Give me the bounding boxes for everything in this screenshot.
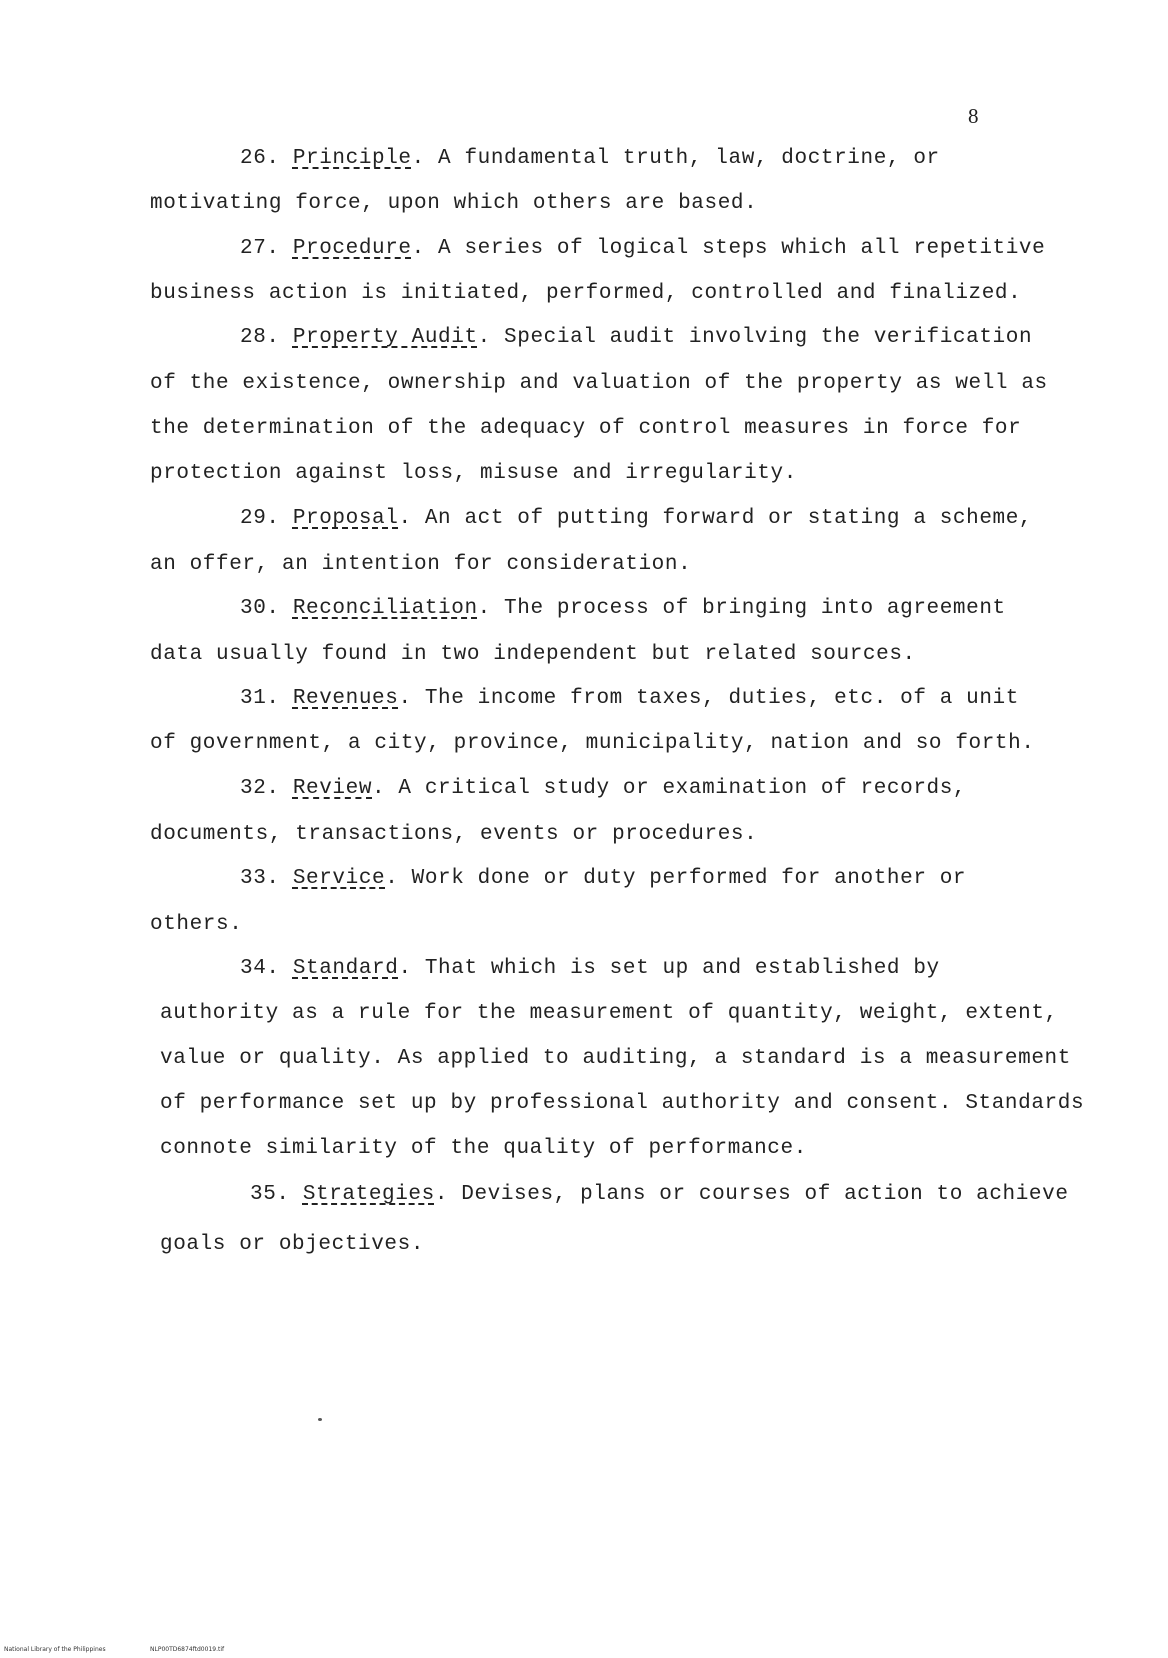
term-review: Review — [292, 777, 373, 800]
entry-32-line-2: documents, transactions, events or procedures. — [150, 823, 758, 846]
entry-26-line-2: motivating force, upon which others are based. — [150, 192, 758, 215]
term-reconciliation: Reconciliation — [292, 597, 478, 620]
entry-34-line-5: connote similarity of the quality of performance. — [160, 1137, 807, 1160]
footer-library: National Library of the Philippines — [4, 1646, 106, 1653]
entry-35-line-2: goals or objectives. — [160, 1233, 425, 1256]
entry-29-line-2: an offer, an intention for consideration. — [150, 553, 692, 576]
term-proposal: Proposal — [292, 507, 399, 530]
entry-30-first-line: 30. Reconciliation. The process of bringing into agreement — [240, 597, 1006, 620]
footer-filename: NLP00TD6874ftd0019.tif — [150, 1646, 225, 1653]
entry-33-line-2: others. — [150, 913, 243, 936]
entry-34-line-4: of performance set up by professional authority and consent. Standards — [160, 1092, 1085, 1115]
entry-28-line-2: of the existence, ownership and valuation of the property as well as — [150, 372, 1048, 395]
entry-33-first-line: 33. Service. Work done or duty performed for another or — [240, 867, 967, 890]
entry-31-line-2: of government, a city, province, municipality, nation and so forth. — [150, 732, 1035, 755]
term-standard: Standard — [292, 957, 399, 980]
term-procedure: Procedure — [292, 237, 412, 260]
entry-26-first-line: 26. Principle. A fundamental truth, law, doctrine, or — [240, 147, 940, 170]
entry-27-first-line: 27. Procedure. A series of logical steps which all repetitive — [240, 237, 1046, 260]
term-revenues: Revenues — [292, 687, 399, 710]
entry-35-first-line: 35. Strategies. Devises, plans or courses of action to achieve — [250, 1183, 1069, 1206]
entry-34-line-2: authority as a rule for the measurement of quantity, weight, extent, — [160, 1002, 1058, 1025]
term-strategies: Strategies — [302, 1183, 435, 1206]
entry-27-line-2: business action is initiated, performed, controlled and finalized. — [150, 282, 1022, 305]
entry-28-line-4: protection against loss, misuse and irregularity. — [150, 462, 797, 485]
entry-29-first-line: 29. Proposal. An act of putting forward or stating a scheme, — [240, 507, 1033, 530]
entry-32-first-line: 32. Review. A critical study or examination of records, — [240, 777, 967, 800]
term-property-audit: Property Audit — [292, 326, 478, 349]
term-principle: Principle — [292, 147, 412, 170]
entry-30-line-2: data usually found in two independent but related sources. — [150, 643, 916, 666]
scan-speck — [318, 1418, 322, 1421]
entry-34-first-line: 34. Standard. That which is set up and established by — [240, 957, 940, 980]
entry-31-first-line: 31. Revenues. The income from taxes, duties, etc. of a unit — [240, 687, 1019, 710]
entry-34-line-3: value or quality. As applied to auditing, a standard is a measurement — [160, 1047, 1071, 1070]
term-service: Service — [292, 867, 386, 890]
entry-28-line-3: the determination of the adequacy of control measures in force for — [150, 417, 1022, 440]
entry-28-first-line: 28. Property Audit. Special audit involving the verification — [240, 326, 1033, 349]
page-number: 8 — [968, 104, 979, 128]
